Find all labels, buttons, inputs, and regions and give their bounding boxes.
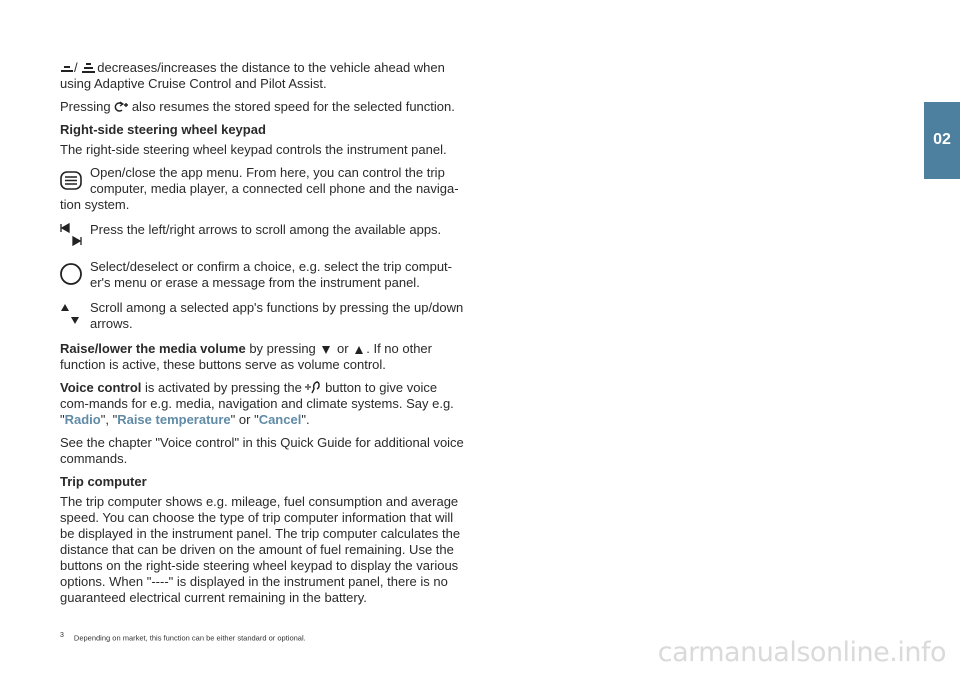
keypad-heading: Right-side steering wheel keypad [60,122,266,137]
down-arrow-icon [319,345,333,355]
distance-decrease-increase-icon [60,62,96,74]
voice-command-cancel: Cancel [258,412,302,427]
app-menu-icon [60,171,82,191]
circle-select-icon [59,262,83,286]
watermark: carmanualsonline.info [657,637,946,668]
distance-text: decreases/increases the distance to the vehicle ahead when using Adaptive Cruise Control and Pilot Assist. [60,60,445,91]
select-text: Select/deselect or confirm a choice, e.g. select the trip comput-er's menu or erase a message from the instrument panel. [90,259,453,290]
volume-heading: Raise/lower the media volume [60,341,246,356]
main-column [60,60,465,613]
up-down-text: Scroll among a selected app's functions by pressing the up/down arrows. [90,300,464,331]
chapter-tab-label: 02 [933,131,951,148]
resume-pre-text: Pressing [60,99,111,114]
trip-heading: Trip computer [60,474,147,489]
app-menu-text-2: computer, media player, a connected cell phone and the naviga- [90,181,459,196]
resume-post-text: also resumes the stored speed for the selected function. [131,99,455,114]
slash-separator: / [74,60,78,75]
volume-post-text: . If no other function is active, these buttons serve as volume control. [60,341,432,372]
keypad-item-left-right [60,222,465,250]
volume-or-text: or [337,341,349,356]
app-menu-text-3: tion system. [60,197,130,212]
voice-see-paragraph: See the chapter "Voice control" in this Quick Guide for additional voice commands. [60,435,464,466]
voice-paragraph: Voice control is activated by pressing the button to give voice com-mands for e.g. media, navigation and climate systems. Say e.g. "Radio", "Raise temperature" or "Cancel". [60,380,454,427]
footnote-mark: 3 [60,632,64,639]
voice-heading: Voice control [60,380,142,395]
voice-or-text: or [238,412,251,427]
keypad-item-select [60,259,465,291]
app-menu-text-1: Open/close the app menu. From here, you can control the trip [90,165,445,180]
volume-paragraph [60,341,465,373]
resume-icon [114,101,128,113]
up-down-arrows-icon [60,301,80,327]
trip-paragraph: The trip computer shows e.g. mileage, fuel consumption and average speed. You can choose the type of trip computer information that will be displayed in the instrument panel. The trip computer calculates the distance that can be driven on the amount of fuel remaining. Use the buttons on the right-side steering wheel keypad to display the various options. When "----" is displayed in the instrument panel, there is no guaranteed electrical current remaining in the battery. [60,494,461,605]
resume-paragraph [60,99,465,115]
volume-pre-text: by pressing [249,341,316,356]
left-right-arrows-icon [60,223,82,249]
voice-command-radio: Radio [64,412,101,427]
voice-command-raise-temperature: Raise temperature [117,412,231,427]
keypad-item-app-menu [60,165,465,213]
voice-pre-text: is activated by pressing the [145,380,302,395]
keypad-intro: The right-side steering wheel keypad controls the instrument panel. [60,142,447,157]
up-arrow-icon [352,345,366,355]
voice-control-icon [305,380,321,394]
distance-paragraph [60,60,465,92]
footnote-text: Depending on market, this function can be either standard or optional. [73,633,306,643]
keypad-item-up-down [60,300,465,332]
footnote [60,628,306,647]
left-right-text: Press the left/right arrows to scroll among the available apps. [90,222,442,237]
voice-post-text: button to give voice com-mands for e.g. media, navigation and climate systems. Say e.g. [60,380,454,411]
chapter-tab [924,102,960,179]
